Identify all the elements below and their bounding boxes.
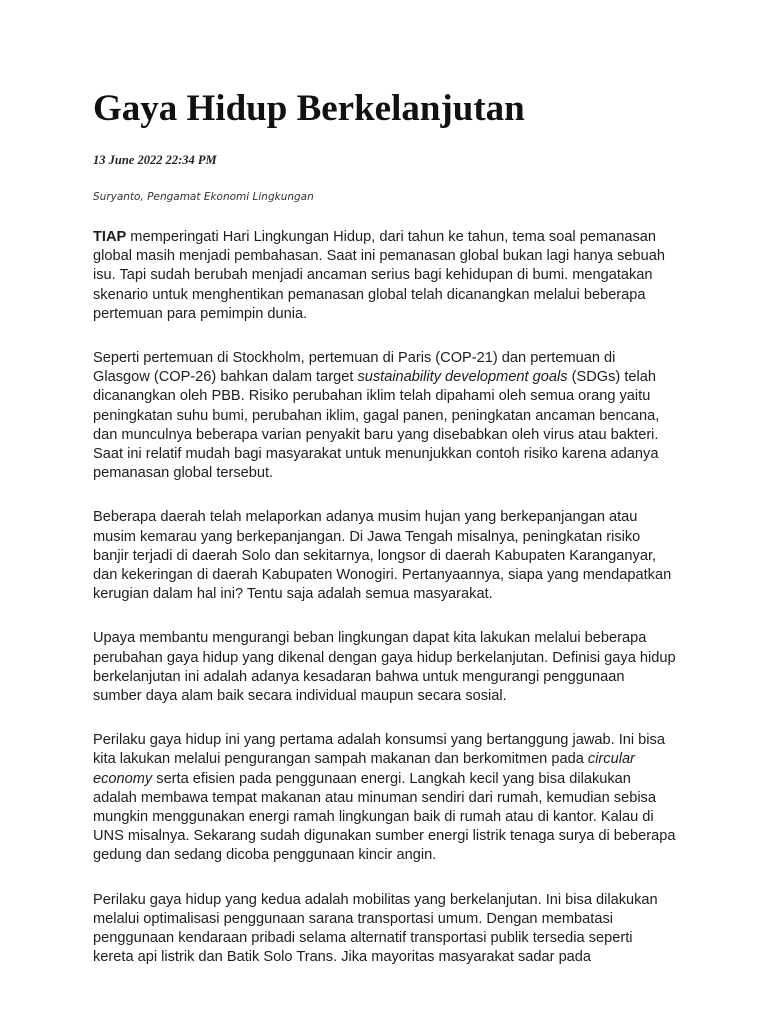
- article-body: [93, 228, 676, 968]
- article-date: 13 June 2022 22:34 PM: [93, 153, 217, 167]
- article-author: Suryanto, Pengamat Ekonomi Lingkungan: [93, 191, 314, 203]
- paragraph-1-text: memperingati Hari Lingkungan Hidup, dari tahun ke tahun, tema soal pemanasan global masih menjadi pembahasan. Saat ini pemanasan global bukan lagi hanya sebuah isu. Tapi sudah berubah menjadi ancaman serius bagi kehidupan di bumi. mengatakan skenario untuk menghentikan pemanasan global telah dicanangkan melalui beberapa pertemuan para pemimpin dunia.: [93, 229, 665, 322]
- paragraph-4: Upaya membantu mengurangi beban lingkungan dapat kita lakukan melalui beberapa perubahan gaya hidup yang dikenal dengan gaya hidup berkelanjutan. Definisi gaya hidup berkelanjutan ini adalah adanya kesadaran bahwa untuk mengurangi penggunaan sumber daya alam baik secara individual maupun secara sosial.: [93, 630, 676, 705]
- paragraph-5-text-after: serta efisien pada penggunaan energi. Langkah kecil yang bisa dilakukan adalah membawa tempat makanan atau minuman sendiri dari rumah, kemudian sebisa mungkin menggunakan energi ramah lingkungan baik di rumah atau di kantor. Kalau di UNS misalnya. Sekarang sudah digunakan sumber energi listrik tenaga surya di beberapa gedung dan sedang dicoba penggunaan kincir angin.: [93, 770, 676, 864]
- paragraph-5: [93, 731, 676, 865]
- paragraph-1-lead: TIAP: [93, 229, 127, 245]
- paragraph-2-text-before: Seperti pertemuan di Stockholm, pertemuan di Paris (COP-21) dan pertemuan di Glasgow (COP-26) bahkan dalam target: [93, 350, 616, 386]
- paragraph-3: Beberapa daerah telah melaporkan adanya musim hujan yang berkepanjangan atau musim kemarau yang berkepanjangan. Di Jawa Tengah misalnya, peningkatan risiko banjir terjadi di daerah Solo dan sekitarnya, longsor di daerah Kabupaten Karanganyar, dan kekeringan di daerah Kabupaten Wonogiri. Pertanyaannya, siapa yang mendapatkan kerugian dalam hal ini? Tentu saja adalah semua masyarakat.: [93, 509, 672, 603]
- paragraph-2-italic-term: sustainability development goals: [357, 369, 568, 386]
- paragraph-1: [93, 228, 676, 324]
- paragraph-6: Perilaku gaya hidup yang kedua adalah mobilitas yang berkelanjutan. Ini bisa dilakukan melalui optimalisasi penggunaan sarana transportasi umum. Dengan membatasi penggunaan kendaraan pribadi selama alternatif transportasi publik tersedia seperti kereta api listrik dan Batik Solo Trans. Jika mayoritas masyarakat sadar pada: [93, 891, 658, 966]
- paragraph-5-italic-term: circular economy: [93, 751, 635, 787]
- article-title: Gaya Hidup Berkelanjutan: [93, 88, 525, 129]
- paragraph-2-text-after: (SDGs) telah dicanangkan oleh PBB. Risiko perubahan iklim telah dipahami oleh semua orang yaitu peningkatan suhu bumi, perubahan iklim, gagal panen, peningkatan ancaman bencana, dan munculnya beberapa varian penyakit baru yang disebabkan oleh virus atau bakteri. Saat ini relatif mudah bagi masyarakat untuk menunjukkan contoh risiko karena adanya pemanasan global tersebut.: [93, 369, 660, 482]
- paragraph-5-text-before: Perilaku gaya hidup ini yang pertama adalah konsumsi yang bertanggung jawab. Ini bisa kita lakukan melalui pengurangan sampah makanan dan berkomitmen pada: [93, 732, 665, 768]
- paragraph-2: [93, 349, 676, 483]
